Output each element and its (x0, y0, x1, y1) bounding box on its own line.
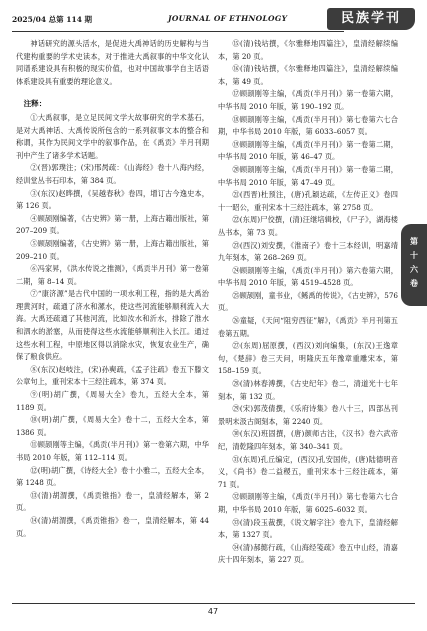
footnote: ⑰顾颉刚等主编，《禹贡(半月刊)》第一卷第六期，中华书局 2010 年版，第 190–192 页。 (218, 89, 398, 111)
footnote: ㉕顾颉刚，童书业，《鲧禹的传说》，《古史辨》，576 页。 (218, 290, 398, 313)
notes-title: 注释： (23, 99, 47, 109)
footnote: ㉘(清)林春溥撰，《古史纪年》卷二，清道光十七年刻本，第 132 页。 (218, 379, 398, 401)
footnote: ㉙(宋)郭茂倩撰，《乐府诗集》卷八十三，四部丛刊景明末汲古阁刻本，第 2240 页。 (218, 404, 398, 426)
footnote: ㉛(东周)孔丘编定，(西汉)孔安国传，(唐)陆德明音义，《尚书》卷二益稷五，重刊宋本十三经注疏本，第 71 页。 (218, 454, 398, 489)
right-column (218, 38, 398, 567)
footnote: ⑭(清)胡渭撰，《禹贡锥指》卷一，皇清经解本，第 44 页。 (16, 515, 209, 538)
side-tab-char: 六 (410, 264, 418, 274)
footnote: ㉜顾颉刚等主编，《禹贡(半月刊)》第七卷第六七合期，中华书局 2010 年版，第 6025–6032 页。 (218, 492, 398, 514)
footnote: ⑯(清)钱坫撰，《尔雅释地四篇注》，皇清经解续编本，第 49 页。 (218, 64, 398, 86)
footer-divider (12, 603, 415, 604)
footnote: ⑫(明)胡广撰，《诗经大全》卷十小雅二，五经大全本，第 1248 页。 (16, 465, 209, 488)
issue-label: 2025/04 总第 114 期 (12, 15, 93, 24)
footnote: ㉒(东周)尸佼撰，(清)汪继培辑校，《尸子》，湖海楼丛书本，第 73 页。 (218, 215, 398, 237)
journal-banner: 民族学刊 (327, 8, 415, 30)
footnote: ⑪顾颉刚等主编，《禹贡(半月刊)》第一卷第六期，中华书局 2010 年版，第 112–114 页。 (16, 440, 209, 462)
footnote: ㉝(清)段玉裁撰，《说文解字注》卷九下，皇清经解本，第 1327 页。 (218, 517, 398, 540)
footnote: ⑧(东汉)赵岐注，(宋)孙奭疏，《孟子注疏》卷五下滕文公章句上，重刊宋本十三经注疏本，第 374 页。 (16, 364, 209, 387)
footnote: ⑳顾颉刚等主编，《禹贡(半月刊)》第一卷第二期，中华书局 2010 年版，第 47–49 页。 (218, 164, 398, 187)
notes-spacer (16, 88, 209, 98)
volume-side-tab (401, 224, 427, 306)
footnote: ㉗(东周)屈原撰，(西汉)刘向编集，(东汉)王逸章句，《楚辞》卷三天问，明隆庆五年豫章重雕宋本，第 158–159 页。 (218, 341, 398, 376)
footnote: ③(东汉)赵晔撰，《吴越春秋》卷四，增订古今逸史本，第 126 页。 (16, 188, 209, 211)
footnote: ⑥冯家昇，《洪水传说之推测》，《禹贡半月刊》第一卷第二期，第 8–14 页。 (16, 264, 209, 286)
footnote: ㉞(清)郝懿行疏，《山海经笺疏》卷五中山经，清嘉庆十四年刻本，第 227 页。 (218, 542, 398, 565)
footnote: ㉑(西晋)杜预注，(唐)孔颖达疏，《左传正义》卷四十一昭公，重刊宋本十三经注疏本，第 2758 页。 (218, 190, 398, 212)
footnote: ㉚(东汉)班固撰，(唐)颜师古注，《汉书》卷六武帝纪，清乾隆四年刻本，第 340–341 页。 (218, 429, 398, 451)
page-header (12, 8, 415, 30)
footnote: ①大禹叙事，是立足民间文学大故事研究的学术基石，是对大禹神话、大禹传说所包含的一系列叙事文本的整合和称谓，其作为民间文学中的叙事作品，在《禹贡》半月刊期刊中产生了诸多学术话题。 (16, 112, 209, 160)
footnote: ⑬(清)胡渭撰，《禹贡锥指》卷一，皇清经解本，第 2 页。 (16, 490, 209, 513)
footnote: ⑱顾颉刚等主编，《禹贡(半月刊)》第七卷第六七合期，中华书局 2010 年版，第 6033–6057 页。 (218, 114, 398, 137)
footnote: ㉓(西汉)刘安撰，《淮南子》卷十三本经训，明嘉靖九年刻本，第 268–269 页。 (218, 240, 398, 263)
footnote: ⑲顾颉刚等主编，《禹贡(半月刊)》第一卷第二期，中华书局 2010 年版，第 46–47 页。 (218, 139, 398, 162)
footnote: ⑤顾颉刚编著，《古史辨》第一册，上海古籍出版社，第 209–210 页。 (16, 238, 209, 261)
footnote: ⑮(清)钱坫撰，《尔雅释地四篇注》，皇清经解续编本，第 20 页。 (218, 39, 398, 61)
footnote: ④顾颉刚编著，《古史辨》第一册，上海古籍出版社，第 207–209 页。 (16, 213, 209, 236)
body-paragraph: 神话研究的源头活水，是促进大禹神话的历史解构与当代建构重要的学术史读本，对于推进大禹叙事的中华文化认同谱系建设具有积极的现实价值，也对中国故事学自主话语体系建设具有重要的理论意义。 (16, 39, 209, 86)
footnote: ⑦“康济源”是古代中国的一项水利工程，指的是大禹治理黄河时，疏通了济水和漯水，使这些河流能够顺利流入大海。大禹还疏通了其他河流，比如汝水和沂水，排除了淮水和泗水的淤塞，从而使得这些水流能够顺利注入长江。通过这些水利工程，中原地区得以消除水灾，恢复农业生产，确保了粮食供应。 (16, 289, 209, 362)
journal-title: JOURNAL OF ETHNOLOGY (168, 14, 288, 23)
side-tab-char: 十 (410, 250, 418, 260)
footnote: ㉔顾颉刚等主编，《禹贡(半月刊)》第六卷第六期，中华书局 2010 年版，第 4519–4528 页。 (218, 265, 398, 288)
footnote: ⑩(明)胡广撰，《周易大全》卷十二，五经大全本，第 1386 页。 (16, 415, 209, 437)
left-column (16, 38, 209, 540)
footnote: ㉖童疑，《天问“阻穷西征”解》，《禹贡》半月刊第五卷第五期。 (218, 316, 398, 338)
page-number: 47 (207, 607, 219, 616)
header-divider (12, 31, 344, 32)
side-tab-char: 第 (410, 236, 418, 246)
side-tab-char: 卷 (410, 278, 418, 288)
footnote: ②(晋)郭璞注；(宋)邢昺疏：《山海经》卷十八海内经，经训堂丛书石印本，第 384 页。 (16, 163, 209, 185)
footnote: ⑨(明)胡广撰，《周易大全》卷九，五经大全本，第 1189 页。 (16, 390, 209, 412)
